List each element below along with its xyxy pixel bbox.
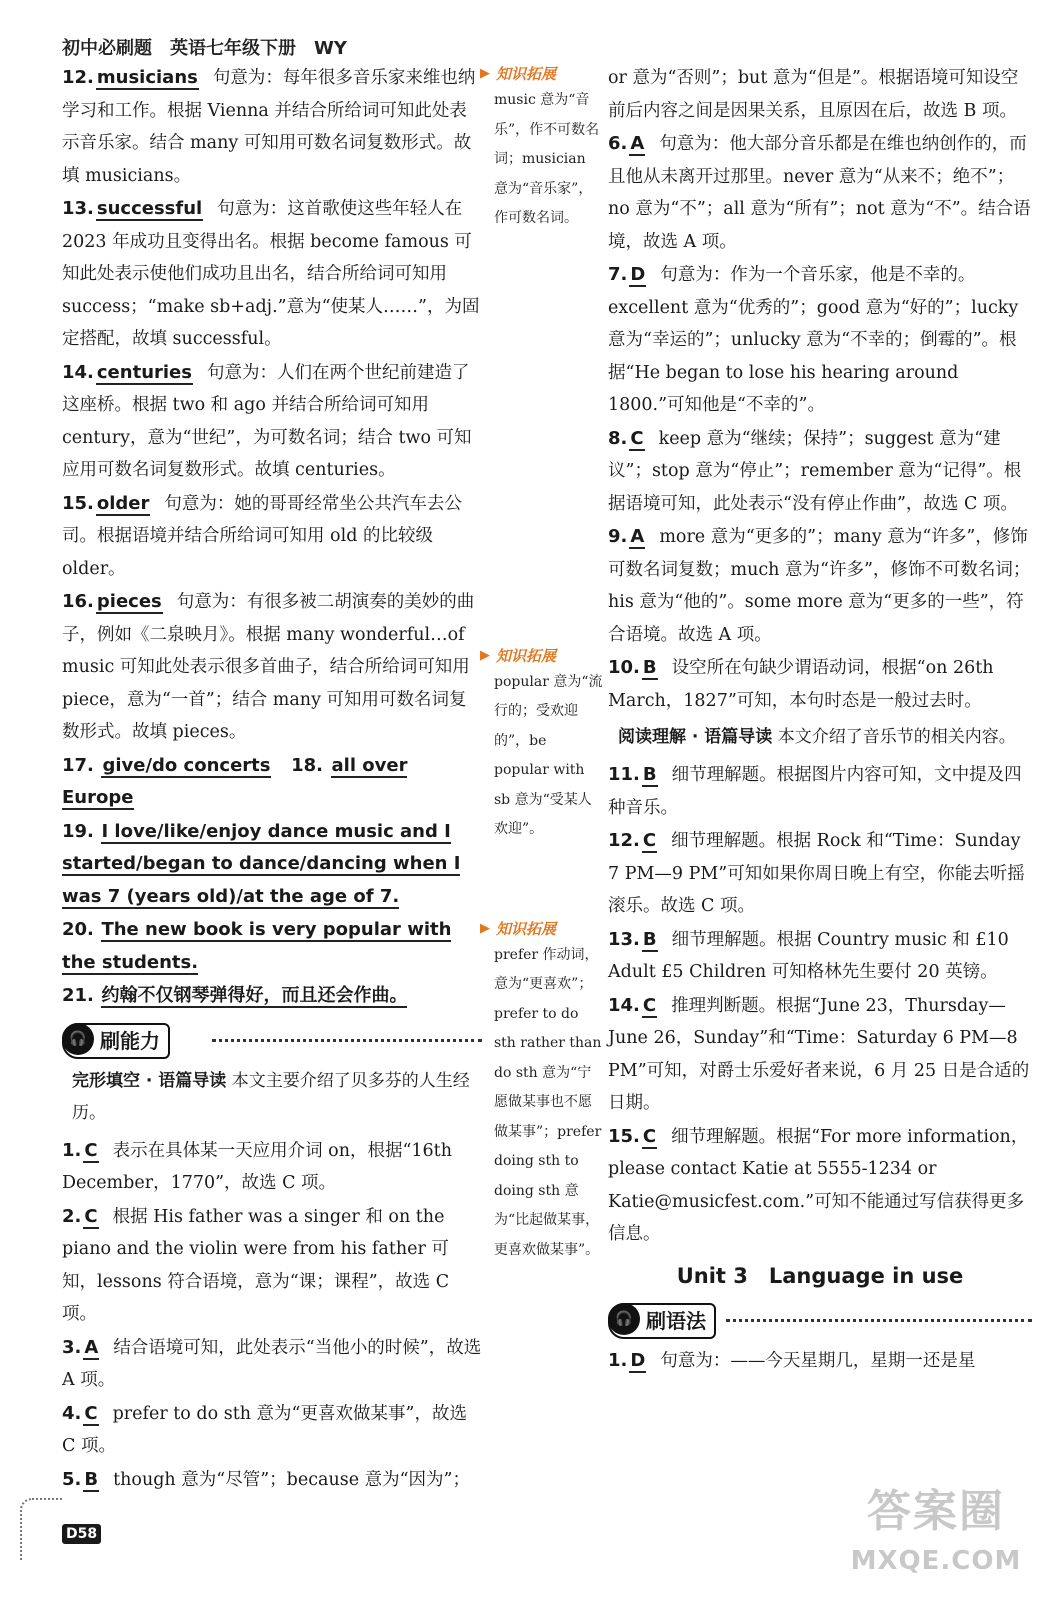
explanation-text: prefer to do sth 意为“更喜欢做某事”，故选 C 项。 [62, 1403, 467, 1456]
answer-item [62, 586, 482, 749]
item-number: 9. [608, 526, 628, 547]
answer-text: give/do concerts [102, 754, 271, 776]
explanation-text: though 意为“尽管”；because 意为“因为”； [113, 1469, 471, 1490]
answer-item [62, 1464, 482, 1497]
passage-intro [618, 721, 1032, 753]
left-column [62, 62, 482, 1497]
tip-body: popular 意为“流行的；受欢迎的”，be popular with sb 意为“受某人欢迎”。 [494, 673, 603, 837]
corner-decoration [20, 1498, 62, 1560]
answer-text: B [642, 657, 657, 678]
continued-text: or 意为“否则”；but 意为“但是”。根据语境可知设空前后内容之间是因果关系，且原因在后，故选 B 项。 [608, 68, 1019, 121]
explanation-text: 句意为：有很多被二胡演奏的美妙的曲子，例如《二泉映月》。根据 many wonderful…of music 可知此处表示很多首曲子，结合所给词可知用 piece，意为“一首”；结合 many 可知用可数名词复数形式。故填 pieces。 [62, 592, 475, 742]
answer-text: B [642, 764, 657, 785]
tip-box [480, 644, 604, 845]
item-number: 10. [608, 657, 640, 678]
answer-item [62, 1135, 482, 1200]
dotted-divider [212, 1039, 482, 1042]
item-number: 16. [62, 591, 94, 612]
tip-title-text: 知识拓展 [496, 65, 557, 83]
item-number: 13. [608, 928, 640, 950]
item-number: 20. [62, 919, 94, 940]
answer-item [608, 128, 1032, 258]
headphones-icon: 🎧 [608, 1303, 640, 1335]
explanation-text: 句意为：她的哥哥经常坐公共汽车去公司。根据语境并结合所给词可知用 old 的比较级 older。 [62, 493, 462, 579]
tip-body: prefer 作动词，意为“更喜欢”；prefer to do sth rather than do sth 意为“宁愿做某事也不愿做某事”；prefer doing sth to doing sth 意为“比起做某事，更喜欢做某事”。 [494, 946, 602, 1258]
explanation-text: 细节理解题。根据“For more information，please contact Katie at 5555-1234 or Katie@musicfest.com.”可知不能通过写信获得更多信息。 [608, 1126, 1029, 1244]
answer-item [608, 259, 1032, 422]
answer-item [62, 1398, 482, 1463]
answer-text: musicians [96, 67, 198, 88]
answer-item [62, 193, 482, 356]
item-number: 21. [62, 985, 94, 1006]
watermark-logo [836, 1480, 1036, 1590]
answer-item [62, 488, 482, 586]
passage-text: 本文主要介绍了贝多芬的人生经历。 [72, 1070, 470, 1123]
tip-box [480, 62, 604, 234]
explanation-text: 推理判断题。根据“June 23，Thursday—June 26，Sunday”和“Time：Saturday 6 PM—8 PM”可知，对爵士乐爱好者来说，6 月 25 日是合适的日期。 [608, 995, 1030, 1113]
tip-title [480, 62, 604, 86]
watermark-url: MXQE.COM [850, 1546, 1022, 1576]
answer-text: centuries [96, 361, 192, 383]
answer-text: D [630, 264, 646, 285]
headphones-icon: 🎧 [62, 1023, 94, 1055]
answer-item-21 [62, 980, 482, 1013]
answer-item-17-18 [62, 750, 482, 815]
explanation-text: 设空所在句缺少谓语动词，根据“on 26th March，1827”可知，本句时态是一般过去时。 [608, 658, 994, 711]
explanation-text: 句意为：这首歌使这些年轻人在 2023 年成功且变得出名。根据 become famous 可知此处表示使他们成功且出名，结合所给词可知用 success；“make sb+adj.”意为“使某人……”，为固定搭配，故填 successful。 [62, 199, 480, 349]
answer-text: The new book is very popular with the students. [62, 919, 452, 973]
item-number: 6. [608, 133, 628, 154]
explanation-text: 根据 His father was a singer 和 on the piano and the violin were from his father 可知，lessons 符合语境，意为“课；课程”，故选 C 项。 [62, 1206, 450, 1324]
answer-item [62, 1201, 482, 1331]
explanation-text: 表示在具体某一天应用介词 on，根据“16th December，1770”，故选 C 项。 [62, 1140, 452, 1193]
passage-tag: 完形填空 · 语篇导读 [72, 1070, 227, 1091]
answer-item [608, 652, 1032, 717]
answer-list [608, 1345, 1032, 1378]
answer-text: A [630, 526, 645, 547]
explanation-text: 句意为：人们在两个世纪前建造了这座桥。根据 two 和 ago 并结合所给词可知用 century，意为“世纪”，为可数名词；结合 two 可知应用可数名词复数形式。故填 centuries。 [62, 362, 472, 480]
answer-text: D [630, 1349, 646, 1371]
answer-text: C [642, 830, 657, 851]
section-badge [608, 1303, 716, 1339]
passage-tag: 阅读理解 · 语篇导读 [618, 727, 773, 747]
explanation-text: more 意为“更多的”；many 意为“许多”，修饰可数名词复数；much 意为“许多”，修饰不可数名词；his 意为“他的”。some more 意为“更多的一些”，符合语境。故选 A 项。 [608, 527, 1031, 645]
answer-item [62, 62, 482, 192]
answer-text: C [642, 994, 657, 1016]
watermark-text: 答案圈 [867, 1486, 1005, 1537]
tip-box [480, 917, 604, 1266]
item-number: 12. [62, 67, 94, 88]
explanation-text: 细节理解题。根据图片内容可知，文中提及四种音乐。 [608, 765, 1022, 818]
explanation-text: 句意为：——今天星期几，星期一还是星 [660, 1350, 976, 1371]
item-number: 19. [62, 820, 94, 842]
page-number: D58 [62, 1524, 101, 1544]
tips-column [480, 62, 604, 1279]
answer-text: B [642, 928, 657, 950]
answer-item [62, 1332, 482, 1397]
tip-title [480, 917, 604, 941]
arrow-right-icon: ▶ [480, 66, 490, 81]
answer-text: C [84, 1139, 98, 1161]
item-number: 13. [62, 198, 94, 219]
answer-text: A [84, 1336, 99, 1358]
answer-item [608, 423, 1032, 521]
tip-body: music 意为“音乐”，作不可数名词；musician 意为“音乐家”，作可数名词。 [494, 92, 600, 226]
answer-text: B [84, 1468, 99, 1490]
answer-item [608, 990, 1032, 1120]
item-number: 5. [62, 1468, 82, 1490]
answer-item [608, 924, 1032, 989]
tip-title [480, 644, 604, 668]
answer-text: C [642, 1125, 657, 1147]
item-number: 7. [608, 264, 628, 285]
item-number: 14. [608, 994, 640, 1016]
item-number: 17. [62, 754, 94, 776]
answer-list [62, 62, 482, 749]
section-header-grammar [608, 1301, 1032, 1339]
answer-text: I love/like/enjoy dance music and I started/began to dance/dancing when I was 7 (years old)/at the age of 7. [62, 820, 461, 907]
explanation-text: 句意为：每年很多音乐家来维也纳学习和工作。根据 Vienna 并结合所给词可知此处表示音乐家。结合 many 可知用可数名词复数形式。故填 musicians。 [62, 68, 476, 186]
section-label: 刷能力 [100, 1028, 160, 1053]
explanation-text: 句意为：作为一个音乐家，他是不幸的。excellent 意为“优秀的”；good 意为“好的”；lucky 意为“幸运的”；unlucky 意为“不幸的；倒霉的”。根据“He began to lose his hearing around 1800.”可知他是“不幸的”。 [608, 265, 1019, 415]
item-number: 18. [291, 754, 323, 776]
explanation-text: 细节理解题。根据 Rock 和“Time：Sunday 7 PM—9 PM”可知如果你周日晚上有空，你能去听摇滚乐。故选 C 项。 [608, 831, 1025, 916]
answer-text: 约翰不仅钢琴弹得好，而且还会作曲。 [101, 985, 408, 1006]
item-number: 12. [608, 830, 640, 851]
answer-item [62, 357, 482, 487]
answer-text: older [96, 492, 150, 514]
answer-text: A [630, 133, 645, 154]
answer-item [608, 521, 1032, 651]
answer-list [62, 1135, 482, 1497]
answer-item [608, 759, 1032, 824]
tip-title-text: 知识拓展 [496, 919, 557, 938]
arrow-right-icon: ▶ [480, 920, 490, 936]
answer-text: C [84, 1402, 98, 1424]
answer-item-20 [62, 914, 482, 979]
unit-title: Unit 3 Language in use [676, 1263, 964, 1288]
answer-text: pieces [96, 591, 162, 612]
passage-text: 本文介绍了音乐节的相关内容。 [777, 727, 1016, 747]
item-number: 8. [608, 427, 628, 449]
answer-text: all over Europe [62, 754, 408, 808]
tip-title-text: 知识拓展 [496, 646, 557, 665]
answer-item [608, 1345, 1032, 1378]
item-number: 4. [62, 1402, 82, 1424]
section-header-practice [62, 1021, 482, 1059]
answer-text: C [84, 1205, 98, 1227]
answer-text: C [630, 427, 644, 449]
passage-intro [72, 1065, 482, 1129]
explanation-text: 句意为：他大部分音乐都是在维也纳创作的，而且他从未离开过那里。never 意为“从来不；绝不”；no 意为“不”；all 意为“所有”；not 意为“不”。结合语境，故选 A 项。 [608, 134, 1031, 252]
answer-item [608, 825, 1032, 923]
page-header: 初中必刷题 英语七年级下册 WY [62, 38, 347, 59]
explanation-text: 细节理解题。根据 Country music 和 £10 Adult £5 Children 可知格林先生要付 20 英镑。 [608, 929, 1009, 982]
explanation-text: 结合语境可知，此处表示“当他小的时候”，故选 A 项。 [62, 1337, 482, 1390]
item-number: 2. [62, 1205, 82, 1227]
item-number: 11. [608, 764, 640, 785]
item-number: 14. [62, 361, 94, 383]
explanation-text: keep 意为“继续；保持”；suggest 意为“建议”；stop 意为“停止”；remember 意为“记得”。根据语境可知，此处表示“没有停止作曲”，故选 C 项。 [608, 428, 1022, 514]
dotted-divider [726, 1319, 1032, 1322]
answer-text: successful [96, 198, 203, 219]
arrow-right-icon: ▶ [480, 647, 490, 663]
section-badge [62, 1023, 170, 1059]
answer-item-19 [62, 816, 482, 914]
answer-list [608, 128, 1032, 717]
item-number: 1. [62, 1139, 82, 1161]
answer-list [608, 759, 1032, 1251]
right-column [608, 62, 1032, 1378]
item-number: 3. [62, 1336, 82, 1358]
item-number: 15. [62, 492, 94, 514]
section-label: 刷语法 [646, 1308, 706, 1333]
item-number: 1. [608, 1349, 628, 1371]
item-number: 15. [608, 1125, 640, 1147]
answer-item [608, 1121, 1032, 1251]
